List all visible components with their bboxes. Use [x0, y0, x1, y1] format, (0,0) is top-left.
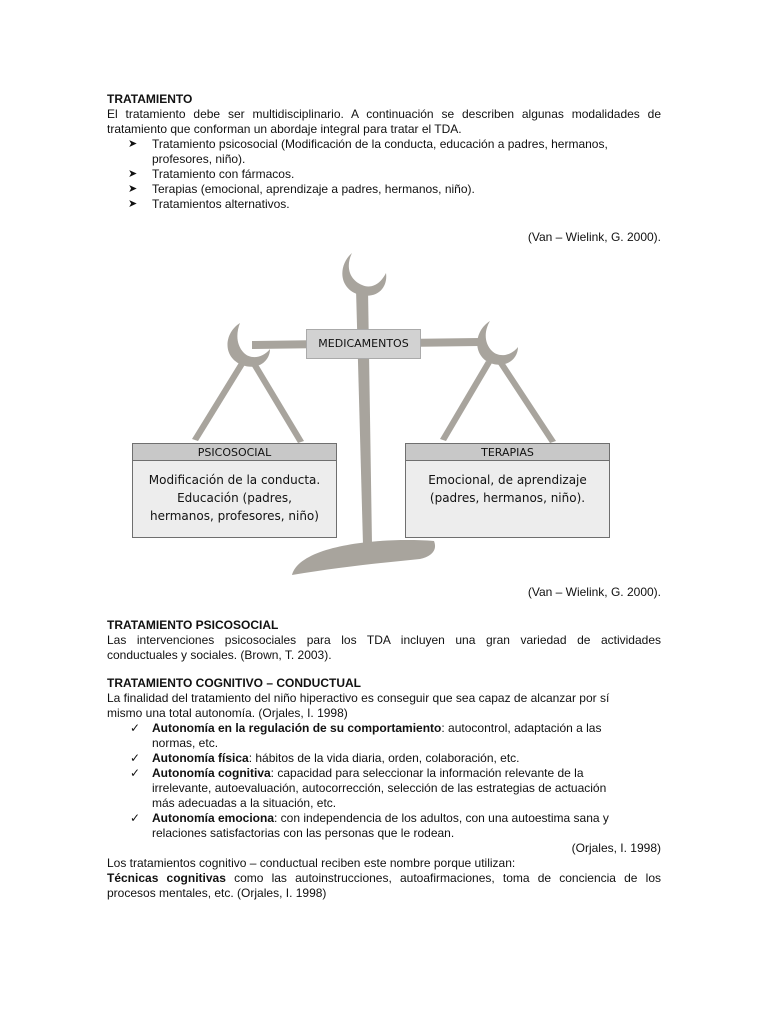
terapias-box-body: Emocional, de aprendizaje (padres, hermanos, niño).: [405, 460, 610, 538]
document-page: [107, 92, 661, 901]
arrow-bullet-icon: ➤: [128, 138, 138, 150]
list-item: ➤ Tratamiento psicosocial (Modificación de la conducta, educación a padres, hermanos, profesores, niño).: [128, 137, 608, 166]
autonomy-list: [107, 721, 661, 841]
treatment-intro-line1: El tratamiento debe ser multidisciplinario. A continuación se describen algunas modalidades de: [107, 107, 661, 121]
treatment-list: [107, 137, 661, 212]
cognitive-intro-line1: La finalidad del tratamiento del niño hiperactivo es conseguir que sea capaz de alcanzar por sí: [107, 691, 610, 705]
diagram-citation: (Van – Wielink, G. 2000).: [527, 585, 661, 599]
check-icon: ✓: [130, 751, 141, 765]
list-item: ➤ Tratamientos alternativos.: [128, 197, 290, 211]
techniques-line2: procesos mentales, etc. (Orjales, I. 1998): [107, 886, 327, 900]
balance-scale-diagram: [0, 245, 768, 585]
list-item: ✓ Autonomía emociona: con independencia de los adultos, con una autoestima sana y relaciones satisfactorias con las personas que le rodean.: [130, 811, 609, 840]
techniques-line1: Técnicas cognitivas como las autoinstrucciones, autoafirmaciones, toma de conciencia de los: [107, 871, 661, 885]
treatment-intro-line2: tratamiento que conforman un abordaje integral para tratar el TDA.: [107, 122, 462, 136]
list-item: ✓ Autonomía cognitiva: capacidad para seleccionar la información relevante de la irrelevante, autoevaluación, autocorrección, selección de las estrategias de actuación más adecuadas a la situación, etc.: [130, 766, 607, 810]
list-item: ➤ Tratamiento con fármacos.: [128, 167, 295, 181]
psychosocial-line2: conductuales y sociales. (Brown, T. 2003).: [107, 648, 332, 662]
scale-graphic: [0, 245, 768, 585]
psychosocial-title: TRATAMIENTO PSICOSOCIAL: [107, 618, 279, 632]
arrow-bullet-icon: ➤: [128, 168, 138, 180]
medicamentos-label: MEDICAMENTOS: [306, 329, 421, 359]
list-item: ✓ Autonomía física: hábitos de la vida diaria, orden, colaboración, etc.: [130, 751, 520, 765]
cognitive-citation: (Orjales, I. 1998): [571, 841, 661, 855]
psicosocial-box-body: Modificación de la conducta. Educación (padres, hermanos, profesores, niño): [132, 460, 337, 538]
list-item: ➤ Terapias (emocional, aprendizaje a padres, hermanos, niño).: [128, 182, 475, 196]
cognitive-closing: Los tratamientos cognitivo – conductual reciben este nombre porque utilizan:: [107, 856, 516, 870]
list-item: ✓ Autonomía en la regulación de su comportamiento: autocontrol, adaptación a las normas, etc.: [130, 721, 602, 750]
check-icon: ✓: [130, 766, 141, 780]
psychosocial-line1: Las intervenciones psicosociales para los TDA incluyen una gran variedad de actividades: [107, 633, 661, 647]
check-icon: ✓: [130, 811, 141, 825]
cognitive-title: TRATAMIENTO COGNITIVO – CONDUCTUAL: [107, 676, 361, 690]
arrow-bullet-icon: ➤: [128, 183, 138, 195]
treatment-citation: (Van – Wielink, G. 2000).: [527, 230, 661, 244]
treatment-title: TRATAMIENTO: [107, 92, 193, 106]
psicosocial-box-title: PSICOSOCIAL: [132, 443, 337, 461]
terapias-box-title: TERAPIAS: [405, 443, 610, 461]
cognitive-intro-line2: mismo una total autonomía. (Orjales, I. 1998): [107, 706, 348, 720]
arrow-bullet-icon: ➤: [128, 198, 138, 210]
check-icon: ✓: [130, 721, 141, 735]
